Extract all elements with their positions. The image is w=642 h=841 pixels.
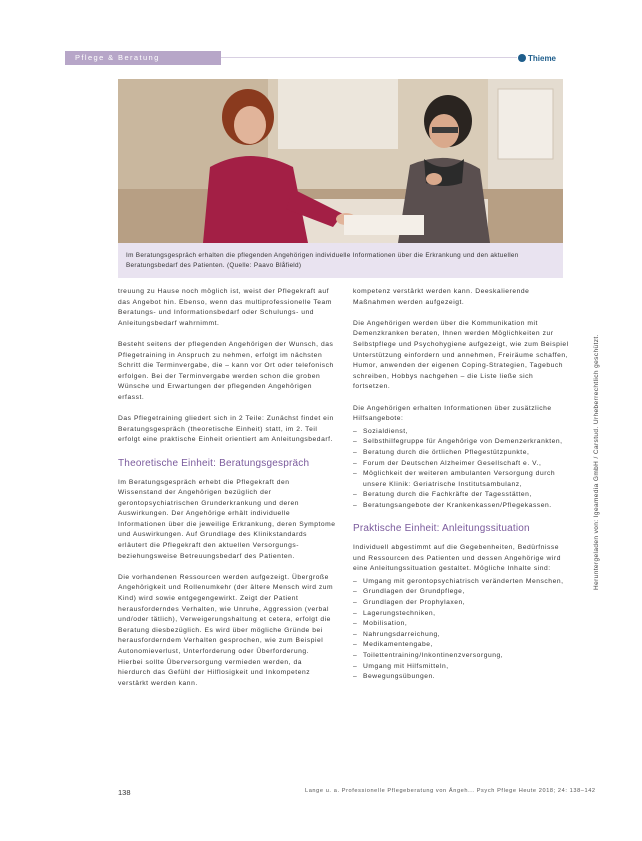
support-offers-list (353, 427, 571, 512)
header-rule (221, 57, 517, 58)
logo-text: Thieme (528, 53, 557, 63)
body-paragraph: kompetenz verstärkt werden kann. Deeskalierende Maßnahmen werden aufgezeigt. (353, 288, 530, 306)
list-item: – Grundlagen der Prophylaxen, (353, 598, 571, 609)
footer-citation: Lange u. a. Professionelle Pflegeberatung von Ängeh... Psych Pflege Heute 2018; 24: 138–142 (305, 788, 596, 794)
list-item: – Beratungsangebote der Krankenkassen/Pflegekassen. (353, 501, 571, 512)
page-number: 138 (118, 788, 131, 797)
section-heading-practical: Praktische Einheit: Anleitungssituation (353, 523, 530, 535)
list-item: – Mobilisation, (353, 619, 571, 630)
list-item: – Umgang mit Hilfsmitteln, (353, 662, 571, 673)
body-paragraph: treuung zu Hause noch möglich ist, weist der Pflegekraft auf das Angebot hin. Ebenso, wenn das multiprofessionelle Team Beratungs- und Informationsbedarf oder Schulungs- und Anleitungsbedarf wahrnimmt. (118, 288, 332, 327)
list-item: – Sozialdienst, (353, 427, 571, 438)
list-item: – Umgang mit gerontopsychiatrisch veränderten Menschen, (353, 577, 571, 588)
left-column (118, 287, 336, 700)
list-item: – Medikamentengabe, (353, 640, 571, 651)
body-paragraph: Die Angehörigen erhalten Informationen über zusätzliche Hilfsangebote: (353, 404, 552, 423)
list-item: – Beratung durch die Fachkräfte der Tagesstätten, (353, 490, 571, 501)
list-item: – Forum der Deutschen Alzheimer Gesellschaft e. V., (353, 459, 571, 470)
right-column (353, 287, 571, 693)
publisher-logo (518, 52, 556, 64)
list-item: – Toilettentraining/Inkontinenzversorgung, (353, 651, 571, 662)
list-item: – Grundlagen der Grundpflege, (353, 587, 571, 598)
body-paragraph: Die vorhandenen Ressourcen werden aufgezeigt. Übergroße Angehörigkeit und Rollenumkehr (der ältere Mensch wird zum Kind) wird sowie entgegengewirkt. Zeigt der Patient herausforderndes Verhalten, wie Unruhe, Aggression (verbal und/oder tätlich), Verweigerungshaltung et cetera, erfolgt die Beratung diesbezüglich. Es wird über mögliche Gründe bei herausforderndem Verhalten gesprochen, wie zum Beispiel Autonomieverlust, Unterforderung oder Überforderung. Hierbei sollte Überversorgung vermieden werden, da hierdurch das Gefühl der Hilflosigkeit und Inkompetenz verstärkt werden kann. (118, 573, 334, 687)
list-item: – Selbsthilfegruppe für Angehörige von Demenzerkrankten, (353, 437, 571, 448)
body-paragraph: Das Pflegetraining gliedert sich in 2 Teile: Zunächst findet ein Beratungsgespräch (theoretische Einheit) statt, im 2. Teil erfolgt eine praktische Einheit orientiert am Anleitungsbedarf. (118, 415, 334, 444)
download-notice: Heruntergeladen von: Igeamedia GmbH / Carstud. Urheberrechtlich geschützt. (593, 334, 600, 590)
list-item: – Bewegungsübungen. (353, 672, 571, 683)
training-contents-list (353, 577, 571, 683)
photo-illustration (118, 79, 563, 243)
section-heading-theoretical: Theoretische Einheit: Beratungsgespräch (118, 457, 310, 469)
body-paragraph: Besteht seitens der pflegenden Angehörigen der Wunsch, das Pflegetraining in Anspruch zu nehmen, erfolgt im nächsten Schritt die Terminvergabe, die – kann vor Ort oder telefonisch erfolgen. Bei der Terminvergabe werden schon die groben Wünsche und Erwartungen der pflegenden Angehörigen erfasst. (118, 340, 334, 401)
section-tag: Pflege & Beratung (65, 51, 221, 65)
list-item: – Möglichkeit der weiteren ambulanten Versorgung durch unsere Klinik: Geriatrische Institutsambulanz, (353, 469, 571, 490)
figure-photo (118, 79, 563, 243)
thieme-logo-mark-icon (518, 54, 526, 62)
figure-caption: Im Beratungsgespräch erhalten die pflegenden Angehörigen individuelle Informationen über die Erkrankung und den aktuellen Beratungsbedarf des Patienten. (Quelle: Paavo Blåfield) (118, 243, 563, 278)
list-item: – Nahrungsdarreichung, (353, 630, 571, 641)
body-paragraph: Individuell abgestimmt auf die Gegebenheiten, Bedürfnisse und Ressourcen des Patienten und dessen Angehörige wird eine Anleitungssituation gestaltet. Mögliche Inhalte sind: (353, 544, 561, 573)
list-item: – Lagerungstechniken, (353, 609, 571, 620)
body-paragraph: Im Beratungsgespräch erhebt die Pflegekraft den Wissenstand der Angehörigen bezüglich der gerontopsychiatrischen Grunderkrankung und deren Auswirkungen. Der Angehörige erhält individuelle Informationen über die jeweilige Erkrankung, deren Symptome und Auswirkungen. Auf Grundlage des Klinikstandards erläutert die Pflegekraft den aktuellen Versorgungs- beziehungsweise Betreuungsbedarf des Patienten. (118, 478, 336, 560)
list-item: – Beratung durch die örtlichen Pflegestützpunkte, (353, 448, 571, 459)
body-paragraph: Die Angehörigen werden über die Kommunikation mit Demenzkranken beraten, Ihnen werden Möglichkeiten zur Selbstpflege und Psychohygiene aufgezeigt, wie zum Beispiel Unterstützung einfordern und annehmen, Freiräume schaffen, Humor, anwenden der eigenen Coping-Strategien, Tagebuch schreiben, Hobbys nachgehen – die Liste ließe sich fortsetzen. (353, 319, 569, 391)
